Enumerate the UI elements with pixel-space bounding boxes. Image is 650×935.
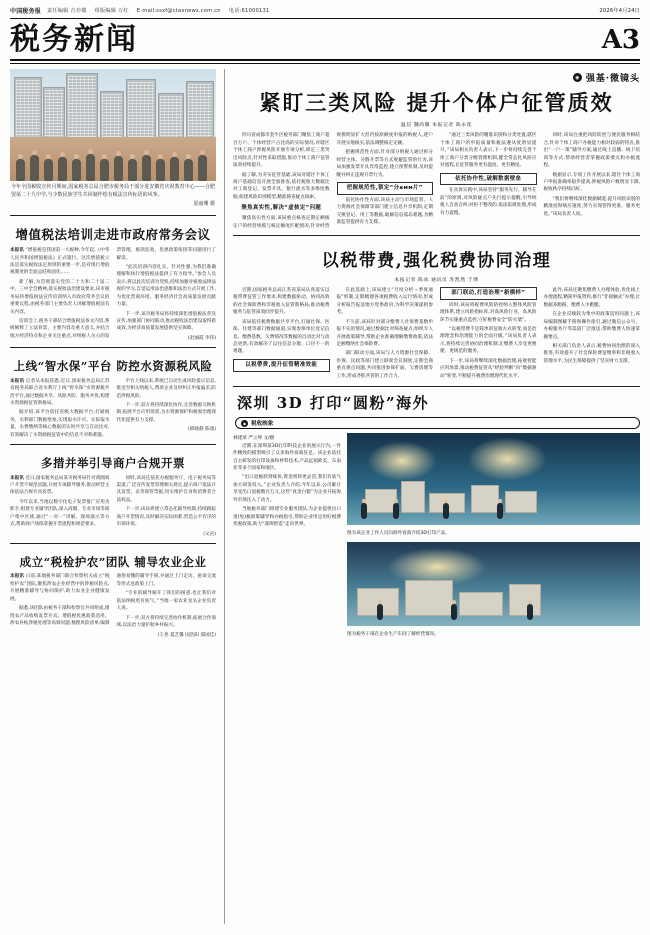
divider bbox=[10, 444, 216, 445]
top-bar bbox=[10, 0, 640, 18]
publish-date: 2026年4月24日 bbox=[599, 8, 640, 14]
model-shape bbox=[401, 481, 425, 513]
lead-photo-byline: 夏丽珊 摄 bbox=[193, 200, 215, 207]
paragraph: 平台上线以来,系统已自动生成风险提示信息,推送至相关纳税人,帮助企业及时纠正申报偏差,防范涉税风险。 bbox=[116, 378, 216, 399]
paragraph: 同时,该局将税费风险防控纳入整体风险管理体系,建立风险指标库,对高风险行业、高风险环节实施重点监控,守好税费安全“防火墙”。 bbox=[440, 302, 537, 323]
paragraph: 下一步,双方将持续深化协作,完善数据交换机制,拓展平台应用场景,为水资源保护和税收治理现代化提供有力支撑。 bbox=[116, 403, 216, 423]
page-title: 税务新闻 bbox=[10, 22, 138, 57]
paragraph: 新了解,为贯彻落实党的二十大和二十届二中、三中全会精神,落实税收法治建设要求,该市税务局将增值税法宣传培训纳入市政府常务会议的重要议程,由税务部门主要负责人讲解增值税法有关内容。 bbox=[10, 279, 110, 315]
paragraph: 今年以来,当地以数字化电子发票推广应用为抓手,组建专业辅导团队,深入商圈、专业市场等商户集中区域,通过“一对一”讲解、现场演示等方式,帮助商户熟练掌握开票流程和规范要求。 bbox=[10, 499, 110, 528]
paragraph: 该局依托税费数据共享平台,打通社保、医保、住建等部门数据通道,实现参保单位登记信息、缴费基数、欠费情况等数据的自动比对与动态更新,有效解决了以往信息分散、口径不一的难题。 bbox=[233, 319, 330, 355]
paragraph: “我们将继续深化数据赋能,提升风险识别的精准度和响应速度,努力实现管得更准、服务更优。”该局负责人说。 bbox=[543, 196, 640, 217]
article-headline: 成立“税检护农”团队 辅导农业企业 bbox=[19, 555, 207, 570]
paragraph: 据悉,该团队由税务干部和检察官共同组成,围绕农产品收购发票开具、增值税优惠政策适用、涉农补贴涉税处理等高频问题,梳理风险清单,编制通俗易懂的辅导手册,并通过上门走访、座谈交流等形式送政策上门。 bbox=[10, 574, 216, 627]
article-body bbox=[10, 378, 216, 440]
phone-label: 电话:61000131 bbox=[228, 8, 270, 14]
paragraph: 在企业反映较为集中的政策适用问题上,该局编制图解手册和操作指引,通过微信公众号、办税服务厅等渠道广泛推送,帮助缴费人快速掌握要点。 bbox=[543, 312, 640, 340]
top-rule bbox=[10, 18, 640, 19]
feature-photos bbox=[347, 433, 640, 924]
machine-shape bbox=[509, 584, 541, 616]
lead-photo-caption bbox=[10, 181, 216, 210]
subheading: 把握规范性,锁定“分амм片” bbox=[337, 182, 434, 195]
building-shape bbox=[43, 87, 65, 141]
responsible-editor: 责任编辑 吉亦微 bbox=[47, 8, 87, 14]
paragraph: 数据显示,专项工作开展以来,辖区个体工商户申报准确率稳步提高,涉税风险户数明显下降,税收秩序持续向好。 bbox=[543, 172, 640, 193]
subheading: 以税帶费,提升征管精准效能 bbox=[233, 359, 330, 372]
paragraph: 同时,该局注重把风险防控与便民服务相结合,针对个体工商户办税能力相对较弱的特点,推出“一户一策”辅导方案,通过线上直播、线下培训等方式,帮助经营者掌握政策要点和办税流程。 bbox=[543, 133, 640, 169]
building-shape bbox=[66, 73, 98, 141]
layout-editor: 组版编辑 万红 bbox=[94, 8, 129, 14]
divider bbox=[10, 215, 216, 216]
email-label: E-mail:ssxf@ctaxnews.com.cn bbox=[136, 7, 221, 14]
paragraph: 近期,国家税务总局江苏省某局认真落实以税带费征管工作要求,构建数据驱动、协同高效的社会保险费和非税收入征管新格局,推动税费服务与征管质效同步提升。 bbox=[233, 287, 330, 316]
paragraph: “通过三类风险的精准识别和分类处置,辖区个体工商户的申报质量和税法遵从度明显提升。”该局相关负责人表示,下一步将持续完善个体工商户分类分级管理机制,健全常态化风险应对流程,让征管服务更有温度、更有精度。 bbox=[440, 133, 537, 169]
masthead bbox=[10, 23, 640, 59]
subheading: 依托协作性,破解数据壁垒 bbox=[440, 173, 537, 186]
paragraph-text: 日前,某地税务部门联合检察机关成立“税检护农”团队,聚焦涉农企业经营中的涉税风险点,开展精准辅导与协同保护,助力农业企业健康发展。 bbox=[10, 574, 110, 602]
left-column bbox=[10, 69, 216, 924]
article-sign: (王尧 夏艺馨 国浩阳 邵国佳) bbox=[157, 632, 216, 638]
newspaper-name: 中国税务报 bbox=[10, 8, 42, 15]
person-shape bbox=[497, 503, 503, 519]
paragraph: 部门联动方面,该局与人力资源社会保障、医保、民政等部门建立联席会议制度,定期会商重点难点问题,共同推进参保扩面、欠费清理等工作,形成齐抓共管的工作合力。 bbox=[336, 351, 433, 379]
article-headline: 上线“智水保”平台 防控水资源税风险 bbox=[13, 359, 213, 374]
person-shape bbox=[451, 604, 457, 620]
model-shape bbox=[505, 491, 537, 513]
photo-light bbox=[367, 441, 437, 481]
paragraph: 下一步,该局将建立常态化辅导机制,持续跟踪商户开票情况,及时解决实际困难,营造公平有序的市场环境。 bbox=[116, 507, 216, 528]
feature-byline: 林建莱 严立坤 文/摄 bbox=[233, 436, 275, 442]
paragraph: 据了解,为夯实征管基础,该局对辖区个体工商户基础信息开展全面排查,依托税收大数据比对工商登记、发票开具、银行流水等多维度数据,构建风险识别模型,精准筛查疑点线索。 bbox=[233, 172, 330, 200]
divider bbox=[233, 235, 640, 236]
paragraph: 当地税务部门组建专业服务团队,为企业提供出口退(免)税政策辅导和办税指引,帮助企业用足用好税费优惠政策,助力“深圳智造”走向世界。 bbox=[233, 507, 341, 527]
paragraph: 下一步,该局将继续深化数据治理,拓展智能应用场景,推动税费征管从“经验判断”向“数据驱动”转变,不断提升税费治理现代化水平。 bbox=[440, 358, 537, 379]
main-headline: 紧盯三类风险 提升个体户征管质效 bbox=[259, 90, 614, 116]
secondary-headline: 以税带费,强化税费协同治理 bbox=[321, 250, 552, 271]
divider bbox=[10, 543, 216, 544]
article-sign: (韩晓静 陈康) bbox=[187, 427, 216, 433]
building-shape bbox=[186, 81, 214, 141]
page-number: A3 bbox=[601, 25, 640, 55]
feature-photo-2-caption: 图为税务干部在企业生产车间了解经营情况。 bbox=[347, 632, 439, 638]
paragraph-text: 记者从本报获悉,近日,国家税务总局江苏省税务局联合省水利厅上线“智水保”水资源税共治平台,通过数据共享、风险共防、服务共优,构建水资源税征管新格局。 bbox=[10, 378, 110, 406]
subheading: 聚焦真实性,解决“虚核定”问题 bbox=[241, 205, 322, 212]
machine-shape bbox=[405, 580, 453, 616]
lead-photo bbox=[10, 69, 216, 181]
right-column bbox=[233, 69, 640, 924]
paragraph: 下一步,该市税务局将持续深化增值税法普及宣传,加强部门协同联动,推动税收法治建设取得新成效,为经济高质量发展提供坚实保障。 bbox=[116, 311, 216, 332]
paragraph: 依托协作性方面,该局主动与市场监管、人力资源社会保障等部门建立信息共享机制,定期交换登记、用工等数据,破解信息孤岛难题,为精准监管提供有力支撑。 bbox=[336, 197, 433, 226]
feature-text bbox=[233, 433, 341, 924]
column-divider bbox=[224, 69, 225, 924]
article-body bbox=[10, 475, 216, 539]
paragraph: “专业的辅导解开了我们的困惑,也让我们对依法纳税更有底气。”当地一家农业龙头企业负责人说。 bbox=[116, 591, 216, 612]
secondary-article-body bbox=[233, 287, 640, 380]
person-shape bbox=[527, 604, 533, 620]
subheading: 部门联动,打造治理“新模样” bbox=[440, 287, 537, 300]
lead-label: 本报讯 bbox=[10, 475, 24, 481]
person-shape bbox=[443, 503, 449, 519]
paragraph: 据介绍,该平台依托省级大数据平台,打通税务、水利部门数据壁垒,实现取水许可、实际取水量、水费缴纳等核心数据的实时共享与自动比对,有效解决了水资源税征管中的信息不对称难题。 bbox=[10, 410, 110, 438]
article-headline: 增值税法培训走进市政府常务会议 bbox=[15, 227, 211, 243]
paragraph-text: “增值税是我国第一大税种,今年起,《中华人民共和国增值税法》正式施行。这次增值税立法是落实税收法定原则的重要一步,是对现行增值税制度的全面总结和固化…… bbox=[10, 248, 110, 276]
main-article-body bbox=[233, 132, 640, 230]
feature-photo-1-caption: 图为该企业工作人员向海外客商介绍3D打印产品。 bbox=[347, 531, 450, 537]
building-shape bbox=[126, 79, 156, 141]
masthead-rule-thin bbox=[10, 63, 640, 64]
paragraph: 在具体实践中,该局坚持“服务先行、辅导在前”的原则,对风险疑点户先行提示提醒,引导纳税人自查自纠;对拒不整改的,依法依规处理,形成有力震慑。 bbox=[440, 188, 537, 216]
paragraph: 聚焦真实性方面,该局重点核查定期定额核定户的经营规模与核定额度匹配情况,针对经营规模明显扩大但仍按原额度申报的纳税人,逐户开展实地核实,依法调整核定定额。 bbox=[233, 133, 433, 229]
photo-light bbox=[467, 437, 547, 481]
person-shape bbox=[377, 604, 383, 620]
paragraph: 不久前,该局针对部分缴费人社保费基数申报不实的情况,通过数据比对筛查疑点,组织专人开展政策辅导,帮助企业准确理解缴费政策,依法足额缴纳社会保险费。 bbox=[336, 319, 433, 347]
building-shape bbox=[100, 91, 124, 141]
paragraph: 近期,在深圳某3D打印科技企业的展示厅内,一件件精致的模型吸引了众多海外客商驻足。该企业依托自主研发的打印设备和材料技术,产品远销欧美、东南亚等多个国家和地区。 bbox=[233, 443, 341, 471]
paragraph: 此外,该局还聚焦缴费人办理体验,优化线上办理流程,精简申报资料,推行“非接触式”办理,让数据多跑路、缴费人少跑腿。 bbox=[543, 287, 640, 308]
paragraph: 培训会上,税务干部结合增值税法条文内容,系统阐释了立法背景、主要内容及重大意义,并结合地方经济特点和企业关注重点,对纳税人关心的发票管理、税款征收、优惠政策衔接等问题进行了解读。 bbox=[10, 248, 216, 339]
paragraph-text: 近日,国家税务总局某市税务局针对商圈商户开票不规范问题,开展专项辅导服务,推动经营主体依法合规开具发票。 bbox=[10, 475, 110, 496]
paragraph: “出口退税款到账快,资金周转更灵活,我们有底气加大研发投入。”企业负责人介绍,今年以来,公司累计享受出口退税数百万元,这些“真金白银”为企业开拓海外市场注入了动力。 bbox=[233, 475, 341, 503]
feature-badge bbox=[235, 417, 640, 429]
paragraph: 四川省成都市金牛区税务部门聚焦工商户超百万户、个体经营户占比高的实际情况,对辖区个体工商户涉税风险开展专项分析,锁定三类突出风险点,针对性采取措施,推动个体工商户征管质效持续提升。 bbox=[233, 133, 330, 169]
camera-icon: ◉ bbox=[573, 73, 582, 82]
building-shape bbox=[158, 93, 184, 141]
feature-photo-2 bbox=[347, 542, 640, 626]
building-shape bbox=[14, 77, 42, 141]
feature-section bbox=[233, 386, 640, 924]
paragraph bbox=[10, 475, 110, 497]
paragraph: 相关部门负责人表示,税费协同治理的深入推进,有效提升了社会保险费征缴率和非税收入管理水平,为民生保障提供了坚实财力支撑。 bbox=[543, 344, 640, 364]
content-columns bbox=[10, 69, 640, 924]
paragraph: 在此基础上,该局建立“月度分析﹢季度通报”机制,定期梳理各项税费收入运行情况,形成分析报告报送地方党委政府,为科学决策提供参考。 bbox=[336, 287, 433, 316]
article-sign: (赵丽霞 李伟) bbox=[187, 335, 216, 341]
photo-crowd bbox=[10, 139, 216, 181]
lead-photo-caption-text: 今年全国税收宣传月期间,国家税务总局合肥市税务局于部分进安徽省庆祝教育中心——合肥罢第二十九中学,与少数民族学生共同制作绘有税法宣传标语的风筝。 bbox=[11, 184, 215, 198]
machine-shape bbox=[459, 592, 503, 616]
article-body bbox=[10, 573, 216, 639]
feature-row bbox=[233, 433, 640, 924]
camera-badge-icon: ◉ bbox=[242, 420, 247, 426]
model-shape bbox=[471, 485, 499, 513]
person-shape bbox=[393, 503, 399, 519]
lead-label: 本报讯 bbox=[10, 378, 25, 384]
feature-badge-label: 税收映象 bbox=[251, 421, 274, 428]
section-kicker-label: 强基·微镜头 bbox=[585, 74, 640, 85]
divider bbox=[10, 347, 216, 348]
article-headline: 多措并举引导商户合规开票 bbox=[41, 456, 185, 471]
masthead-rule-thick bbox=[10, 59, 640, 61]
paragraph: 下一步,双方将持续完善协作机制,拓展合作领域,以法治力量护航乡村振兴。 bbox=[116, 615, 216, 629]
paragraph: 把握规范性方面,针对部分纳税人通过拆分经营主体、分散开票等方式规避监管的行为,该局加强发票开具异常监控,建立预警机制,及时提醒并纠正违规开票行为。 bbox=[336, 150, 433, 178]
person-shape bbox=[361, 503, 367, 519]
lead-label: 本报讯 bbox=[10, 574, 25, 580]
paragraph: “此次培训内容扎实、针对性强,为我们准确理解和执行增值税法提供了有力指导。”参会人员表示,将以此次培训为契机,持续加强对税收法律法规的学习,自觉运用法治思维和法治方式开展工作,为优化营商环境、服务经济社会高质量发展贡献力量。 bbox=[116, 264, 216, 308]
paragraph bbox=[10, 573, 110, 603]
paragraph: “以税带费不是简单的征收方式转变,而是治理理念和治理能力的全面升级。”该局负责人表示,将持续完善协同治理机制,让缴费人享受更便捷、更规范的服务。 bbox=[440, 327, 537, 355]
article-body bbox=[10, 247, 216, 342]
secondary-byline: 本报记者 陈冰 通讯员 苏凯然 于博 bbox=[394, 277, 479, 283]
feature-headline: 深圳 3D 打印“圆粉”海外 bbox=[237, 394, 430, 413]
paragraph bbox=[10, 378, 110, 408]
lead-label: 本报讯 bbox=[10, 248, 24, 254]
paragraph: 同时,该局还依托办税服务厅、电子税务局等渠道,广泛宣传发票管理相关规定,提示商户依法开具发票、妥善保管票据,切实维护自身和消费者合法权益。 bbox=[116, 475, 216, 503]
feature-photo-1 bbox=[347, 433, 640, 525]
article-sign: (文岩) bbox=[203, 531, 216, 537]
main-byline: 温信 魏尚馨 本报记者 陈永莲 bbox=[400, 123, 473, 129]
paragraph bbox=[10, 247, 110, 277]
section-kicker bbox=[233, 71, 640, 84]
